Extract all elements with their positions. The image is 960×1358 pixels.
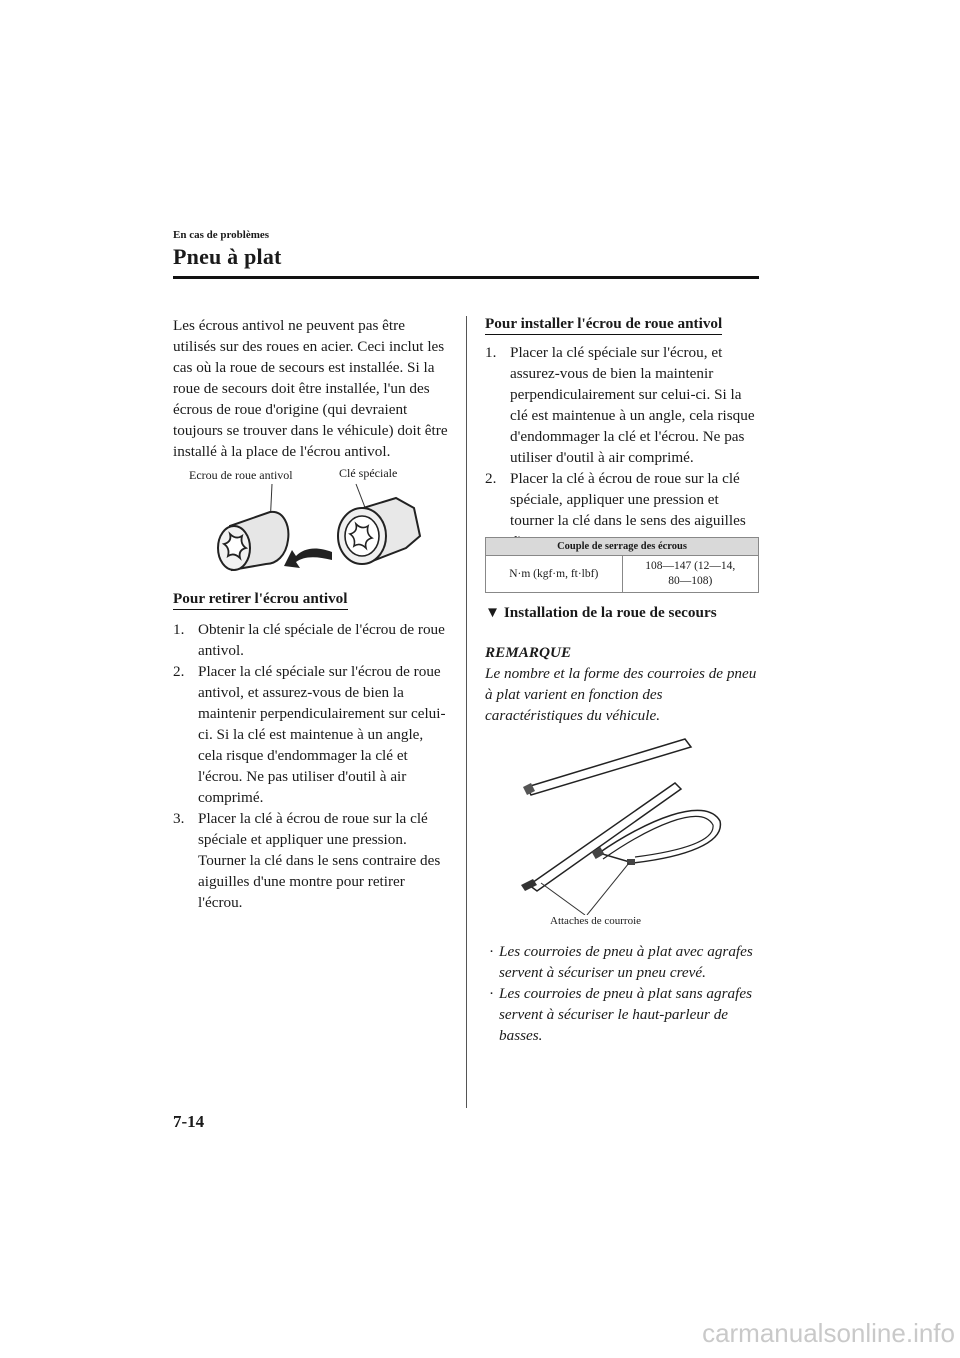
- list-item: · Les courroies de pneu à plat avec agrafes servent à sécuriser un pneu crevé.: [489, 943, 753, 981]
- note-title: REMARQUE: [485, 644, 572, 661]
- install-heading: Pour installer l'écrou de roue antivol: [485, 315, 722, 335]
- remove-heading: Pour retirer l'écrou antivol: [173, 590, 348, 610]
- torque-value-cell: 108―147 (12―14, 80―108): [622, 556, 759, 593]
- nut-and-key-illustration: [200, 466, 440, 586]
- list-item: 2. Placer la clé spéciale sur l'écrou de roue antivol, et assurez-vous de bien la maintenir perpendiculairement sur celui-ci. Si la clé est maintenue à un angle, cela risque d'endommager la clé et l'écrou. Ne pas utiliser d'outil à air comprimé.: [173, 663, 446, 806]
- note-block: [485, 642, 760, 726]
- bullet-list: [485, 941, 760, 1046]
- list-item: 3. Placer la clé à écrou de roue sur la clé spéciale et appliquer une pression. Tourner la clé dans le sens contraire des aiguilles d'une montre pour retirer l'écrou.: [173, 810, 441, 911]
- section-label: En cas de problèmes: [173, 229, 270, 241]
- install-steps-list: [485, 342, 760, 552]
- remove-steps-list: [173, 619, 448, 913]
- title-rule: [173, 276, 759, 279]
- figure-label-nut: Ecrou de roue antivol: [189, 468, 293, 482]
- torque-table-header: Couple de serrage des écrous: [486, 538, 759, 556]
- watermark-text: carmanualsonline.info: [702, 1318, 955, 1348]
- intro-paragraph: Les écrous antivol ne peuvent pas être utilisés sur des roues en acier. Ceci inclut les cas où la roue de secours est installée. Si la roue de secours doit être installée, l'un des écrous de roue d'origine (qui devraient toujours se trouver dans le véhicule) doit être installé à la place de l'écrou antivol.: [173, 317, 448, 460]
- note-text: Le nombre et la forme des courroies de pneu à plat varient en fonction des caractéristiques du véhicule.: [485, 665, 757, 724]
- triangle-down-icon: ▼: [485, 604, 501, 621]
- page-number: 7-14: [173, 1112, 205, 1131]
- watermark-logo: [620, 1290, 960, 1358]
- figure-label-strap-clips: Attaches de courroie: [550, 915, 642, 927]
- list-item: · Les courroies de pneu à plat sans agrafes servent à sécuriser le haut-parleur de basses.: [489, 985, 752, 1044]
- torque-unit-cell: N·m (kgf·m, ft·lbf): [486, 556, 623, 593]
- strap-figure: [515, 735, 730, 930]
- straps-illustration: [515, 735, 730, 915]
- torque-table: [485, 537, 759, 593]
- figure-label-key: Clé spéciale: [339, 466, 398, 480]
- spare-heading: ▼ Installation de la roue de secours: [485, 604, 717, 621]
- table-row: [486, 556, 759, 593]
- column-divider: [466, 316, 467, 1108]
- antitheft-nut-figure: [189, 466, 440, 586]
- list-item: 1. Placer la clé spéciale sur l'écrou, et assurez-vous de bien la maintenir perpendiculairement sur celui-ci. Si la clé est maintenue à un angle, cela risque d'endommager la clé et l'écrou. Ne pas utiliser d'outil à air comprimé.: [485, 344, 755, 466]
- list-item: 1. Obtenir la clé spéciale de l'écrou de roue antivol.: [173, 621, 445, 659]
- list-item: 2. Placer la clé à écrou de roue sur la clé spéciale, appliquer une pression et tourner la clé dans le sens des aiguilles: [485, 470, 746, 529]
- page-title: Pneu à plat: [173, 244, 282, 269]
